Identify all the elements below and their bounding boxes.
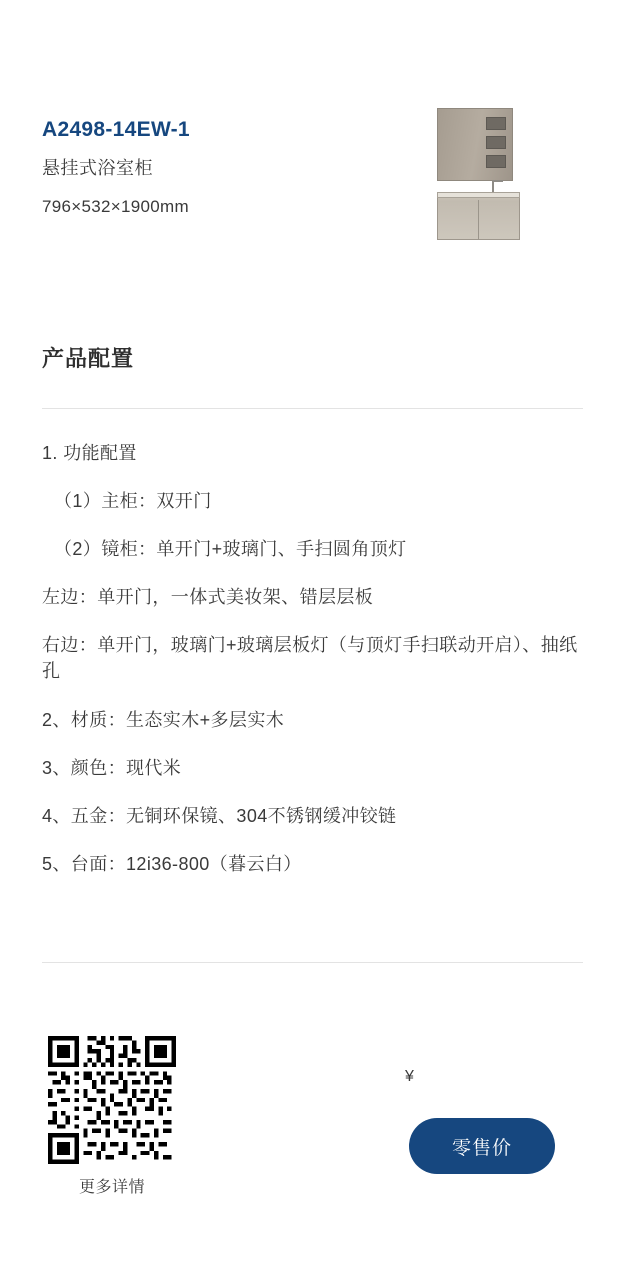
divider-bottom [42,962,583,963]
mirror-shelf-icon [486,155,506,168]
product-header-text [42,108,190,217]
spec-line: 左边：单开门，一体式美妆架、错层层板 [42,587,374,608]
qr-code-icon[interactable] [48,1036,176,1164]
section-title: 产品配置 [42,346,135,371]
spec-line: （1）主柜：双开门 [54,491,212,512]
product-header [0,108,625,243]
divider-top [42,408,583,409]
product-name: 悬挂式浴室柜 [42,158,153,179]
spec-line: 5、台面：12i36-800（暮云白） [42,853,302,874]
mirror-cabinet-illustration [437,108,513,181]
qr-caption: 更多详情 [78,1179,145,1196]
counter-top-illustration [437,192,520,198]
spec-list [42,440,592,899]
spec-line: 右边：单开门，玻璃门+玻璃层板灯（与顶灯手扫联动开启）、抽纸孔 [42,635,578,682]
cabinet-door-split [478,200,479,240]
spec-line: 2、材质：生态实木+多层实木 [42,709,285,730]
mirror-shelf-icon [486,117,506,130]
spec-line: （2）镜柜：单开门+玻璃门、手扫圆角顶灯 [54,539,407,560]
spec-line: 3、颜色：现代米 [42,757,182,778]
page-title: A2498-14EW-1 [42,118,190,141]
qr-block[interactable] [48,1036,176,1197]
spec-line: 4、五金：无铜环保镜、304不锈钢缓冲铰链 [42,805,397,826]
product-dimensions: 796×532×1900mm [42,196,189,216]
mirror-shelf-icon [486,136,506,149]
price-currency-symbol: ¥ [405,1068,414,1085]
product-image [437,108,555,243]
spec-line: 1. 功能配置 [42,443,137,463]
retail-price-button[interactable]: 零售价 [409,1118,555,1174]
